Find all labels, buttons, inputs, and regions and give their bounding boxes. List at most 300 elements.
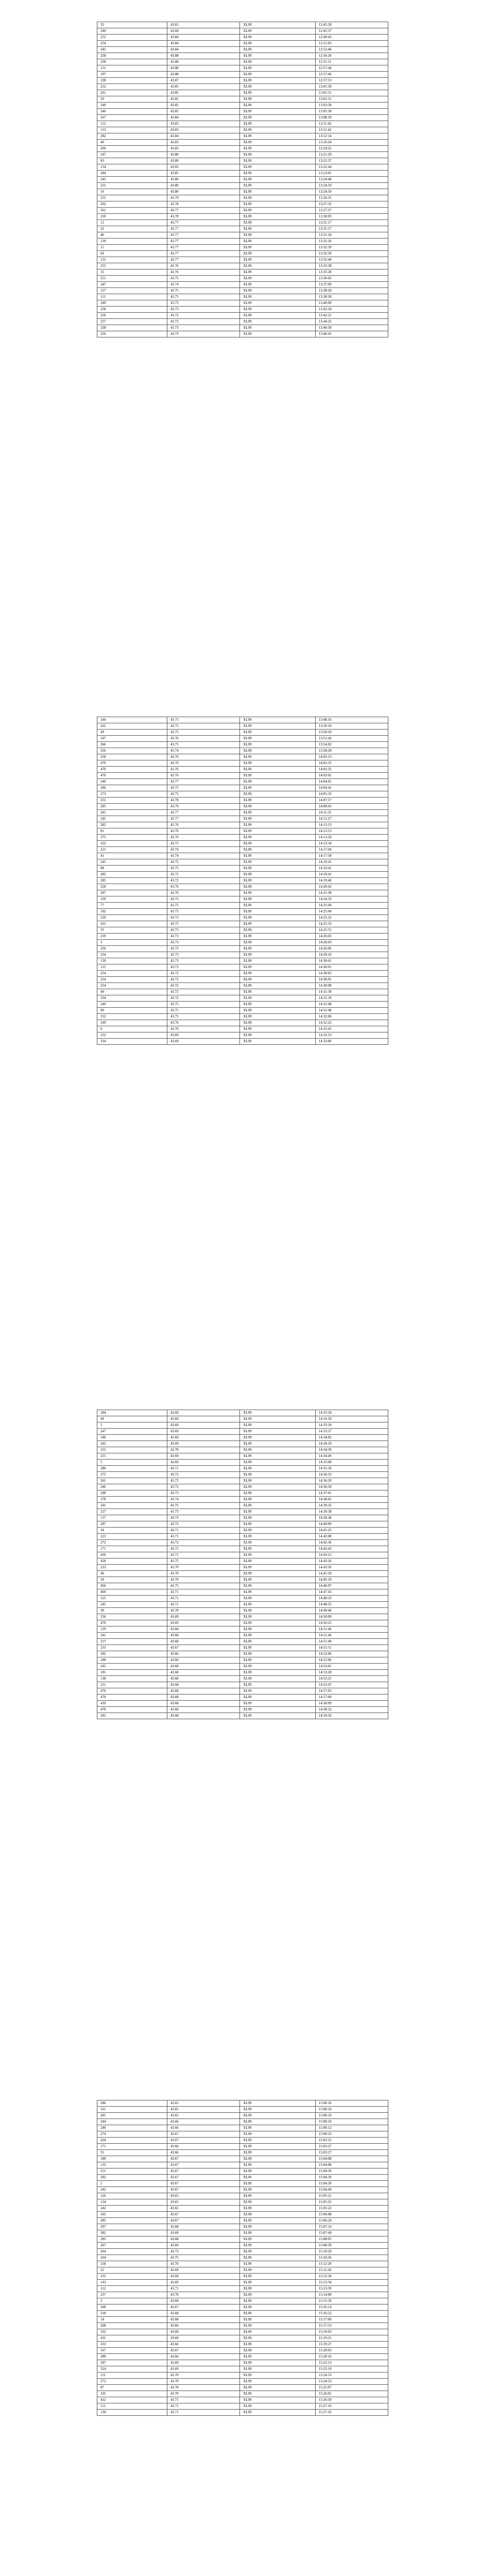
table-cell: 13:33:38 [315, 263, 388, 269]
table-cell: 43.83 [167, 146, 239, 152]
table-cell: 15:08:39 [315, 2243, 388, 2249]
table-row [97, 96, 388, 103]
table-cell: XL09 [240, 1447, 316, 1453]
table-cell: XL09 [240, 294, 316, 300]
table-cell: 13:30:03 [315, 214, 388, 220]
table-cell: 14:31:39 [315, 989, 388, 995]
table-cell: 285 [97, 2236, 167, 2243]
table-cell: 112 [97, 121, 167, 127]
table-cell: 15:05:21 [315, 2193, 388, 2199]
table-cell: 450 [97, 1552, 167, 1558]
table-cell: 264 [97, 2255, 167, 2261]
table-cell: 15:06:24 [315, 2218, 388, 2224]
table-cell: XL09 [240, 2342, 316, 2348]
table-cell: 43.68 [167, 1707, 239, 1713]
table-cell: 43.68 [167, 1664, 239, 1670]
table-cell: 13:42:24 [315, 307, 388, 313]
table-cell: 43.70 [167, 2261, 239, 2267]
table-cell: 14:52:06 [315, 1651, 388, 1657]
table-cell: 43.76 [167, 890, 239, 896]
table-cell: 3 [97, 2298, 167, 2304]
table-cell: 43.66 [167, 2354, 239, 2360]
table-cell: 285 [97, 2218, 167, 2224]
table-cell: 266 [97, 146, 167, 152]
table-cell: 15:08:05 [315, 2236, 388, 2243]
table-cell: XL09 [240, 2311, 316, 2317]
table-cell: 12:53:46 [315, 47, 388, 53]
table-row [97, 2131, 388, 2138]
table-cell: 77 [97, 903, 167, 909]
table-cell: 302 [97, 1651, 167, 1657]
table-cell: 126 [97, 2193, 167, 2199]
table-cell: 14:39:38 [315, 1509, 388, 1515]
table-cell: 43.75 [167, 903, 239, 909]
table-cell: 90 [97, 1008, 167, 1014]
table-cell: 43.67 [167, 2168, 239, 2175]
table-cell: 252 [97, 1014, 167, 1020]
table-cell: XL09 [240, 903, 316, 909]
table-cell: 43.73 [167, 940, 239, 946]
table-cell: 13:27:27 [315, 208, 388, 214]
table-cell: XL09 [240, 878, 316, 884]
table-row [97, 915, 388, 921]
table-cell: 14:31:48 [315, 1002, 388, 1008]
table-cell: 14:21:38 [315, 890, 388, 896]
table-cell: 43.70 [167, 2391, 239, 2397]
table-cell: 470 [97, 1688, 167, 1694]
table-cell: 251 [97, 2168, 167, 2175]
table-cell: 247 [97, 282, 167, 288]
table-row [97, 59, 388, 65]
table-cell: 15:22:13 [315, 2360, 388, 2366]
table-cell: 245 [97, 859, 167, 866]
table-cell: 43.67 [167, 2181, 239, 2187]
table-cell: 12:57:44 [315, 65, 388, 72]
table-cell: XL09 [240, 2354, 316, 2360]
table-cell: XL09 [240, 257, 316, 263]
table-cell: XL09 [240, 835, 316, 841]
table-row [97, 1497, 388, 1503]
table-cell: 43.84 [167, 35, 239, 41]
table-row [97, 742, 388, 748]
table-cell: 15:24:53 [315, 2379, 388, 2385]
table-cell: 14:25:55 [315, 927, 388, 934]
table-row [97, 816, 388, 822]
table-cell: 249 [97, 1002, 167, 1008]
table-cell: XL09 [240, 2335, 316, 2342]
table-row [97, 282, 388, 288]
table-cell: XL09 [240, 2366, 316, 2372]
table-cell: 43.71 [167, 1596, 239, 1602]
table-cell: 43.77 [167, 810, 239, 816]
table-cell: 258 [97, 754, 167, 760]
table-cell: 15:12:42 [315, 2267, 388, 2274]
table-cell: XL09 [240, 1441, 316, 1447]
table-row [97, 239, 388, 245]
table-cell: 49 [97, 1416, 167, 1422]
table-cell: 14:49:46 [315, 1608, 388, 1614]
table-cell: 127 [97, 288, 167, 294]
table-cell: 246 [97, 1484, 167, 1490]
table-cell: XL09 [240, 798, 316, 804]
table-cell: XL09 [240, 1676, 316, 1682]
table-cell: 88 [97, 866, 167, 872]
table-cell: XL09 [240, 1602, 316, 1608]
table-cell: 43.84 [167, 28, 239, 35]
table-cell: 43.73 [167, 319, 239, 325]
table-row [97, 41, 388, 47]
table-cell: XL09 [240, 723, 316, 730]
table-cell: XL09 [240, 964, 316, 971]
table-cell: 218 [97, 2311, 167, 2317]
table-row [97, 964, 388, 971]
table-cell: 14:42:08 [315, 1534, 388, 1540]
table-row [97, 1596, 388, 1602]
table-cell: XL09 [240, 276, 316, 282]
table-cell: 14:45:18 [315, 1571, 388, 1577]
table-row [97, 1032, 388, 1039]
table-cell: 49 [97, 989, 167, 995]
table-cell: 15:25:07 [315, 2385, 388, 2391]
table-row [97, 307, 388, 313]
table-cell: 470 [97, 773, 167, 779]
table-cell: 43.75 [167, 294, 239, 300]
table-cell: 249 [97, 28, 167, 35]
table-cell: 257 [97, 319, 167, 325]
table-cell: XL09 [240, 319, 316, 325]
table-cell: 131 [97, 65, 167, 72]
table-cell: 43.80 [167, 183, 239, 189]
table-row [97, 896, 388, 903]
table-cell: 43.68 [167, 1688, 239, 1694]
table-cell: 14:43:26 [315, 1558, 388, 1565]
table-row [97, 208, 388, 214]
table-cell: 43.66 [167, 2150, 239, 2156]
table-cell: 13:48:16 [315, 717, 388, 723]
table-cell: 13:31:17 [315, 226, 388, 232]
table-cell: 50 [97, 1577, 167, 1583]
table-cell: XL09 [240, 288, 316, 294]
table-row [97, 276, 388, 282]
table-row [97, 1534, 388, 1540]
table-row [97, 804, 388, 810]
table-cell: 14:57:09 [315, 1694, 388, 1701]
table-cell: XL09 [240, 952, 316, 958]
table-row [97, 2267, 388, 2274]
table-row [97, 736, 388, 742]
table-cell: 14:25:04 [315, 903, 388, 909]
table-cell: 111 [97, 2372, 167, 2379]
table-cell: 35 [97, 269, 167, 276]
table-row [97, 2125, 388, 2131]
table-cell: 245 [97, 1664, 167, 1670]
table-cell: 12:49:43 [315, 35, 388, 41]
table-row [97, 47, 388, 53]
table-cell: 43.65 [167, 22, 239, 28]
table-row [97, 158, 388, 164]
table-cell: 15:00:10 [315, 2113, 388, 2119]
table-row [97, 2311, 388, 2317]
table-cell: XL09 [240, 1577, 316, 1583]
table-cell: XL09 [240, 152, 316, 158]
table-cell: 43.70 [167, 2292, 239, 2298]
table-cell: 335 [97, 2391, 167, 2397]
table-cell: 14:31:48 [315, 1008, 388, 1014]
table-row [97, 2261, 388, 2267]
table-cell: 14:32:22 [315, 1020, 388, 1026]
table-cell: 12:45:39 [315, 22, 388, 28]
table-cell: 14:40:09 [315, 1521, 388, 1528]
table-cell: XL09 [240, 1589, 316, 1596]
table-cell: 258 [97, 2261, 167, 2267]
table-row [97, 127, 388, 133]
table-cell: XL09 [240, 1626, 316, 1633]
table-cell: 43.71 [167, 1534, 239, 1540]
table-row [97, 2168, 388, 2175]
table-cell: XL09 [240, 2323, 316, 2329]
table-cell: 12:45:37 [315, 28, 388, 35]
table-cell: 55 [97, 2150, 167, 2156]
table-cell: 43.75 [167, 859, 239, 866]
table-cell: 13:26:35 [315, 195, 388, 201]
table-cell: 43.68 [167, 1626, 239, 1633]
table-cell: 6 [97, 1026, 167, 1032]
table-cell: 14:07:57 [315, 798, 388, 804]
table-cell: 3 [97, 940, 167, 946]
table-cell: 180 [97, 2156, 167, 2162]
table-cell: 15:04:39 [315, 2175, 388, 2181]
table-cell: 14:04:41 [315, 785, 388, 791]
table-cell: 143 [97, 2280, 167, 2286]
table-cell: 35 [97, 927, 167, 934]
table-cell: 14:42:43 [315, 1546, 388, 1552]
table-cell: XL09 [240, 1552, 316, 1558]
table-cell: XL09 [240, 2187, 316, 2193]
table-cell: 334 [97, 1039, 167, 1045]
table-cell: XL09 [240, 2304, 316, 2311]
table-cell: XL09 [240, 177, 316, 183]
table-cell: 287 [97, 1521, 167, 1528]
table-cell: 43.69 [167, 1410, 239, 1416]
table-cell: 180 [97, 1435, 167, 1441]
table-cell: 43.75 [167, 1002, 239, 1008]
table-cell: 13:05:38 [315, 109, 388, 115]
table-cell: 43.83 [167, 164, 239, 171]
table-cell: 256 [97, 1614, 167, 1620]
table-cell: 13:31:17 [315, 220, 388, 226]
table-cell: 15:27:16 [315, 2410, 388, 2416]
table-cell: 258 [97, 307, 167, 313]
table-cell: 15:05:22 [315, 2206, 388, 2212]
table-cell: 14:24:33 [315, 896, 388, 903]
table-cell: 43.76 [167, 760, 239, 767]
table-row [97, 2385, 388, 2391]
table-cell: 13:38:20 [315, 288, 388, 294]
table-cell: XL09 [240, 189, 316, 195]
table-cell: 15:00:10 [315, 2119, 388, 2125]
table-cell: 43.76 [167, 773, 239, 779]
table-row [97, 226, 388, 232]
table-cell: 43.85 [167, 103, 239, 109]
table-cell: 13:46:58 [315, 325, 388, 331]
table-row [97, 2218, 388, 2224]
table-cell: XL09 [240, 2206, 316, 2212]
table-cell: 43.76 [167, 1020, 239, 1026]
table-cell: 287 [97, 890, 167, 896]
table-cell: 43.66 [167, 2323, 239, 2329]
table-cell: 43.79 [167, 804, 239, 810]
table-cell: 13:23:05 [315, 171, 388, 177]
table-row [97, 1453, 388, 1460]
table-cell: XL09 [240, 995, 316, 1002]
table-cell: 43.72 [167, 1546, 239, 1552]
table-cell: 450 [97, 1558, 167, 1565]
table-cell: 15:10:29 [315, 2249, 388, 2255]
table-cell: 15:13:34 [315, 2280, 388, 2286]
table-cell: XL09 [240, 35, 316, 41]
table-cell: 43.66 [167, 1657, 239, 1664]
table-cell: 13:36:02 [315, 276, 388, 282]
table-cell: 130 [97, 1676, 167, 1682]
table-cell: 83 [97, 158, 167, 164]
table-cell: XL09 [240, 742, 316, 748]
table-cell: 14:48:55 [315, 1602, 388, 1608]
table-row [97, 1571, 388, 1577]
table-cell: 256 [97, 331, 167, 337]
table-cell: 15:17:53 [315, 2323, 388, 2329]
table-cell: 256 [97, 313, 167, 319]
table-cell: 43.75 [167, 1583, 239, 1589]
table-cell: XL09 [240, 1008, 316, 1014]
table-cell: 43.67 [167, 2175, 239, 2181]
table-cell: 14:13:29 [315, 835, 388, 841]
table-cell: 43.72 [167, 1478, 239, 1484]
table-cell: 378 [97, 1497, 167, 1503]
table-cell: 14:32:41 [315, 1026, 388, 1032]
table-cell: 125 [97, 1596, 167, 1602]
table-cell: XL09 [240, 2199, 316, 2206]
table-cell: 43.67 [167, 2218, 239, 2224]
data-table [97, 717, 388, 1045]
table-cell: 12:57:53 [315, 78, 388, 84]
table-cell: 43.88 [167, 72, 239, 78]
table-cell: 14:58:52 [315, 1707, 388, 1713]
table-cell: 15:07:49 [315, 2230, 388, 2236]
table-cell: 14:33:06 [315, 1039, 388, 1045]
table-cell: 43.70 [167, 1565, 239, 1571]
table-cell: XL09 [240, 2138, 316, 2144]
table-cell: 13:35:28 [315, 269, 388, 276]
table-cell: XL09 [240, 2255, 316, 2261]
table-cell: 43.84 [167, 115, 239, 121]
table-cell: XL09 [240, 1020, 316, 1026]
table-cell: 43.72 [167, 971, 239, 977]
table-cell: XL09 [240, 909, 316, 915]
table-cell: 245 [97, 47, 167, 53]
table-row [97, 300, 388, 307]
table-row [97, 1670, 388, 1676]
table-cell: 255 [97, 263, 167, 269]
table-cell: 239 [97, 915, 167, 921]
table-cell: 43.69 [167, 1422, 239, 1429]
table-cell: 15:12:58 [315, 2274, 388, 2280]
table-row [97, 2181, 388, 2187]
table-cell: 43.69 [167, 1032, 239, 1039]
table-cell: XL09 [240, 84, 316, 90]
table-cell: 43.73 [167, 1509, 239, 1515]
table-cell: 13:51:42 [315, 736, 388, 742]
table-cell: 14:39:35 [315, 1503, 388, 1509]
table-row [97, 1639, 388, 1645]
table-cell: 15:04:49 [315, 2187, 388, 2193]
table-cell: 43.67 [167, 2131, 239, 2138]
table-cell: 43.70 [167, 1577, 239, 1583]
table-row [97, 2372, 388, 2379]
table-cell: 13:11:42 [315, 127, 388, 133]
table-row [97, 1546, 388, 1552]
table-row [97, 152, 388, 158]
table-row [97, 2138, 388, 2144]
table-cell: 244 [97, 2119, 167, 2125]
table-cell: 15:15:39 [315, 2298, 388, 2304]
table-cell: XL09 [240, 226, 316, 232]
table-cell: XL09 [240, 1657, 316, 1664]
table-cell: 43.85 [167, 96, 239, 103]
table-cell: 274 [97, 2131, 167, 2138]
table-cell: XL09 [240, 263, 316, 269]
table-cell: 134 [97, 2199, 167, 2206]
table-row [97, 1614, 388, 1620]
table-cell: 43.73 [167, 300, 239, 307]
table-row [97, 909, 388, 915]
table-cell: 43.65 [167, 2113, 239, 2119]
table-row [97, 828, 388, 835]
table-cell: 43.75 [167, 1008, 239, 1014]
table-cell: 284 [97, 1410, 167, 1416]
table-row [97, 878, 388, 884]
table-row [97, 1410, 388, 1416]
table-cell: 43.77 [167, 779, 239, 785]
table-cell: 32 [97, 226, 167, 232]
table-cell: XL09 [240, 239, 316, 245]
table-cell: 43.70 [167, 2372, 239, 2379]
table-row [97, 1602, 388, 1608]
table-cell: 333 [97, 2342, 167, 2348]
table-cell: 14:42:36 [315, 1540, 388, 1546]
table-cell: 254 [97, 971, 167, 977]
table-cell: XL09 [240, 53, 316, 59]
table-cell: 254 [97, 983, 167, 989]
table-cell: 115 [97, 964, 167, 971]
table-row [97, 754, 388, 760]
table-cell: XL09 [240, 748, 316, 754]
table-row [97, 779, 388, 785]
table-cell: XL09 [240, 2292, 316, 2298]
table-cell: XL09 [240, 859, 316, 866]
table-row [97, 1565, 388, 1571]
table-row [97, 1422, 388, 1429]
table-cell: 15:20:03 [315, 2348, 388, 2354]
table-cell: 470 [97, 760, 167, 767]
table-cell: 233 [97, 1565, 167, 1571]
table-cell: XL09 [240, 59, 316, 65]
table-cell: 43.74 [167, 748, 239, 754]
table-cell: XL09 [240, 828, 316, 835]
table-cell: 43.75 [167, 785, 239, 791]
table-cell: 15:26:50 [315, 2397, 388, 2403]
table-cell: XL09 [240, 2131, 316, 2138]
table-cell: 422 [97, 2397, 167, 2403]
